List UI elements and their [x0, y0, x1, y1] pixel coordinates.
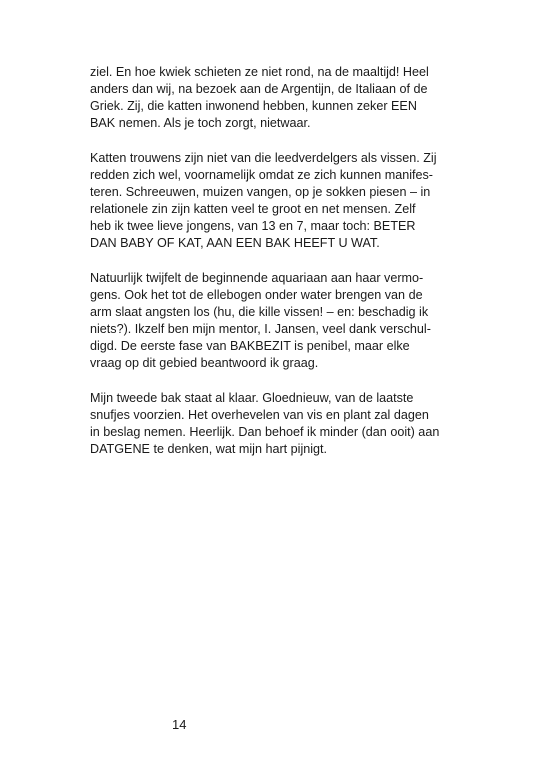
text-line: gens. Ook het tot de ellebogen onder water brengen van de	[90, 288, 423, 303]
text-line: relationele zin zijn katten veel te groot en net mensen. Zelf	[90, 202, 416, 217]
text-line: Katten trouwens zijn niet van die leedverdelgers als vissen. Zij	[90, 150, 437, 165]
text-line: ziel. En hoe kwiek schieten ze niet rond, na de maaltijd! Heel	[90, 65, 429, 79]
text-line: Natuurlijk twijfelt de beginnende aquariaan aan haar vermo-	[90, 270, 424, 285]
text-line: BAK nemen. Als je toch zorgt, nietwaar.	[90, 116, 311, 131]
paragraph-4	[90, 390, 474, 458]
text-line: Mijn tweede bak staat al klaar. Gloednieuw, van de laatste	[90, 391, 414, 405]
text-line: arm slaat angsten los (hu, die kille vissen! – en: beschadig ik	[90, 305, 429, 320]
text-line: redden zich wel, voornamelijk omdat ze zich kunnen manifes-	[90, 167, 433, 182]
paragraph-1	[90, 64, 474, 132]
text-line: DATGENE te denken, wat mijn hart pijnigt.	[90, 442, 328, 457]
text-line: DAN BABY OF KAT, AAN EEN BAK HEEFT U WAT.	[90, 236, 380, 251]
text-line: heb ik twee lieve jongens, van 13 en 7, maar toch: BETER	[90, 219, 416, 234]
text-line: Griek. Zij, die katten inwonend hebben, kunnen zeker EEN	[90, 99, 417, 114]
text-line: in beslag nemen. Heerlijk. Dan behoef ik minder (dan ooit) aan	[90, 425, 440, 440]
text-line: vraag op dit gebied beantwoord ik graag.	[90, 356, 319, 371]
body-text	[90, 64, 474, 476]
text-line: niets?). Ikzelf ben mijn mentor, I. Jansen, veel dank verschul-	[90, 322, 431, 337]
text-line: teren. Schreeuwen, muizen vangen, op je sokken piesen – in	[90, 185, 431, 200]
text-line: digd. De eerste fase van BAKBEZIT is penibel, maar elke	[90, 339, 410, 354]
text-line: snufjes voorzien. Het overhevelen van vis en plant zal dagen	[90, 408, 429, 423]
text-line: anders dan wij, na bezoek aan de Argentijn, de Italiaan of de	[90, 82, 428, 97]
page-number: 14	[172, 717, 187, 732]
paragraph-2	[90, 150, 474, 253]
paragraph-3	[90, 270, 474, 373]
